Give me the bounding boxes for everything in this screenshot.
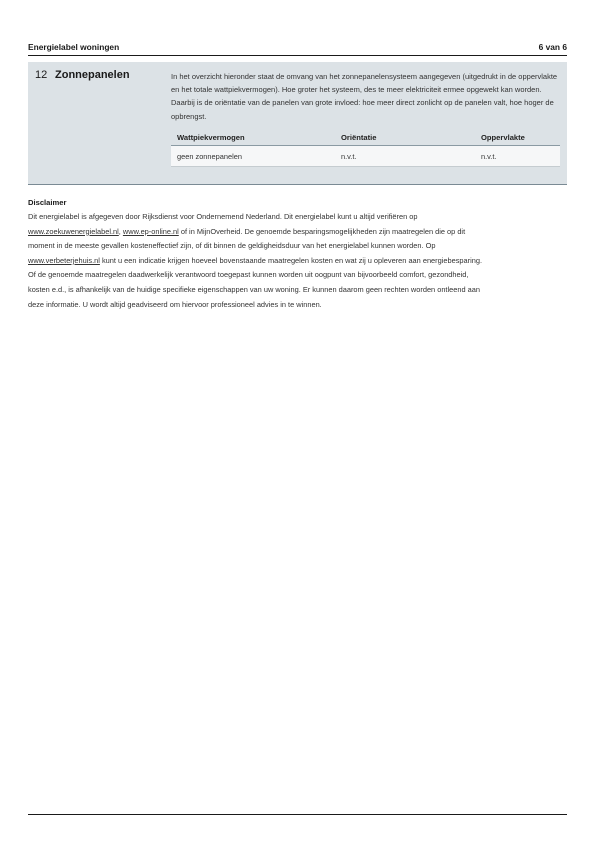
column-header-wattpiekvermogen: Wattpiekvermogen: [177, 133, 245, 142]
table-row: [171, 146, 560, 167]
column-header-orientatie: Oriëntatie: [341, 133, 377, 142]
verbeterjehuis-link[interactable]: www.verbeterjehuis.nl: [28, 255, 100, 265]
table-cell-oppervlakte: n.v.t.: [481, 152, 497, 161]
zoekuwenergielabel-link[interactable]: www.zoekuwenergielabel.nl: [28, 226, 119, 236]
disclaimer-line-rest: of in MijnOverheid. De genoemde besparingsmogelijkheden zijn maatregelen die op dit: [178, 226, 466, 236]
disclaimer-line: deze informatie. U wordt altijd geadviseerd om hiervoor professioneel advies in te winnen.: [28, 299, 322, 309]
page-header: [28, 42, 567, 54]
section-title: Zonnepanelen: [55, 69, 130, 81]
section-number: 12: [35, 69, 48, 81]
disclaimer-line: [28, 225, 558, 240]
disclaimer-line: Dit energielabel is afgegeven door Rijksdienst voor Ondernemend Nederland. Dit energielabel kunt u altijd verifiëren op: [28, 212, 418, 221]
solar-panels-table: [171, 129, 560, 167]
section-description: In het overzicht hieronder staat de omvang van het zonnepanelensysteem aangegeven (uitgedrukt in de oppervlakte en het totale wattpiekvermogen). Hoe groter het systeem, des te meer elektriciteit ermee opgewekt kan worden. Daarbij is de oriëntatie van de panelen van grote invloed: hoe meer direct zonlicht op de panelen valt, hoe hoger de opbrengst.: [171, 72, 558, 121]
disclaimer-line: Of de genoemde maatregelen daadwerkelijk verantwoord toegepast kunnen worden uit oogpunt van bijvoorbeeld comfort, gezondheid,: [28, 270, 469, 280]
disclaimer-line: moment in de meeste gevallen kosteneffectief zijn, of dit binnen de geldigheidsduur van het energielabel kunnen worden. Op: [28, 241, 436, 251]
header-divider: [28, 55, 567, 56]
disclaimer-text: [28, 210, 558, 312]
solar-panels-section: [28, 62, 567, 185]
ep-online-link[interactable]: www.ep-online.nl: [122, 226, 179, 236]
table-header-row: [171, 129, 560, 146]
disclaimer-line: [28, 254, 558, 269]
table-cell-orientatie: n.v.t.: [341, 152, 357, 161]
disclaimer-title: Disclaimer: [28, 198, 67, 207]
column-header-oppervlakte: Oppervlakte: [481, 133, 525, 142]
document-title: Energielabel woningen: [28, 42, 120, 52]
link-separator: ,: [118, 226, 123, 236]
footer-divider: [28, 814, 567, 815]
disclaimer-line: kosten e.d., is afhankelijk van de huidige specifieke eigenschappen van uw woning. Er kunnen daarom geen rechten worden ontleend aan: [28, 284, 480, 294]
page-number: 6 van 6: [538, 42, 567, 52]
table-cell-wattpiekvermogen: geen zonnepanelen: [177, 152, 242, 161]
disclaimer-line-rest: kunt u een indicatie krijgen hoeveel bovenstaande maatregelen kosten en wat zij u opleveren aan energiebesparing.: [99, 255, 482, 265]
